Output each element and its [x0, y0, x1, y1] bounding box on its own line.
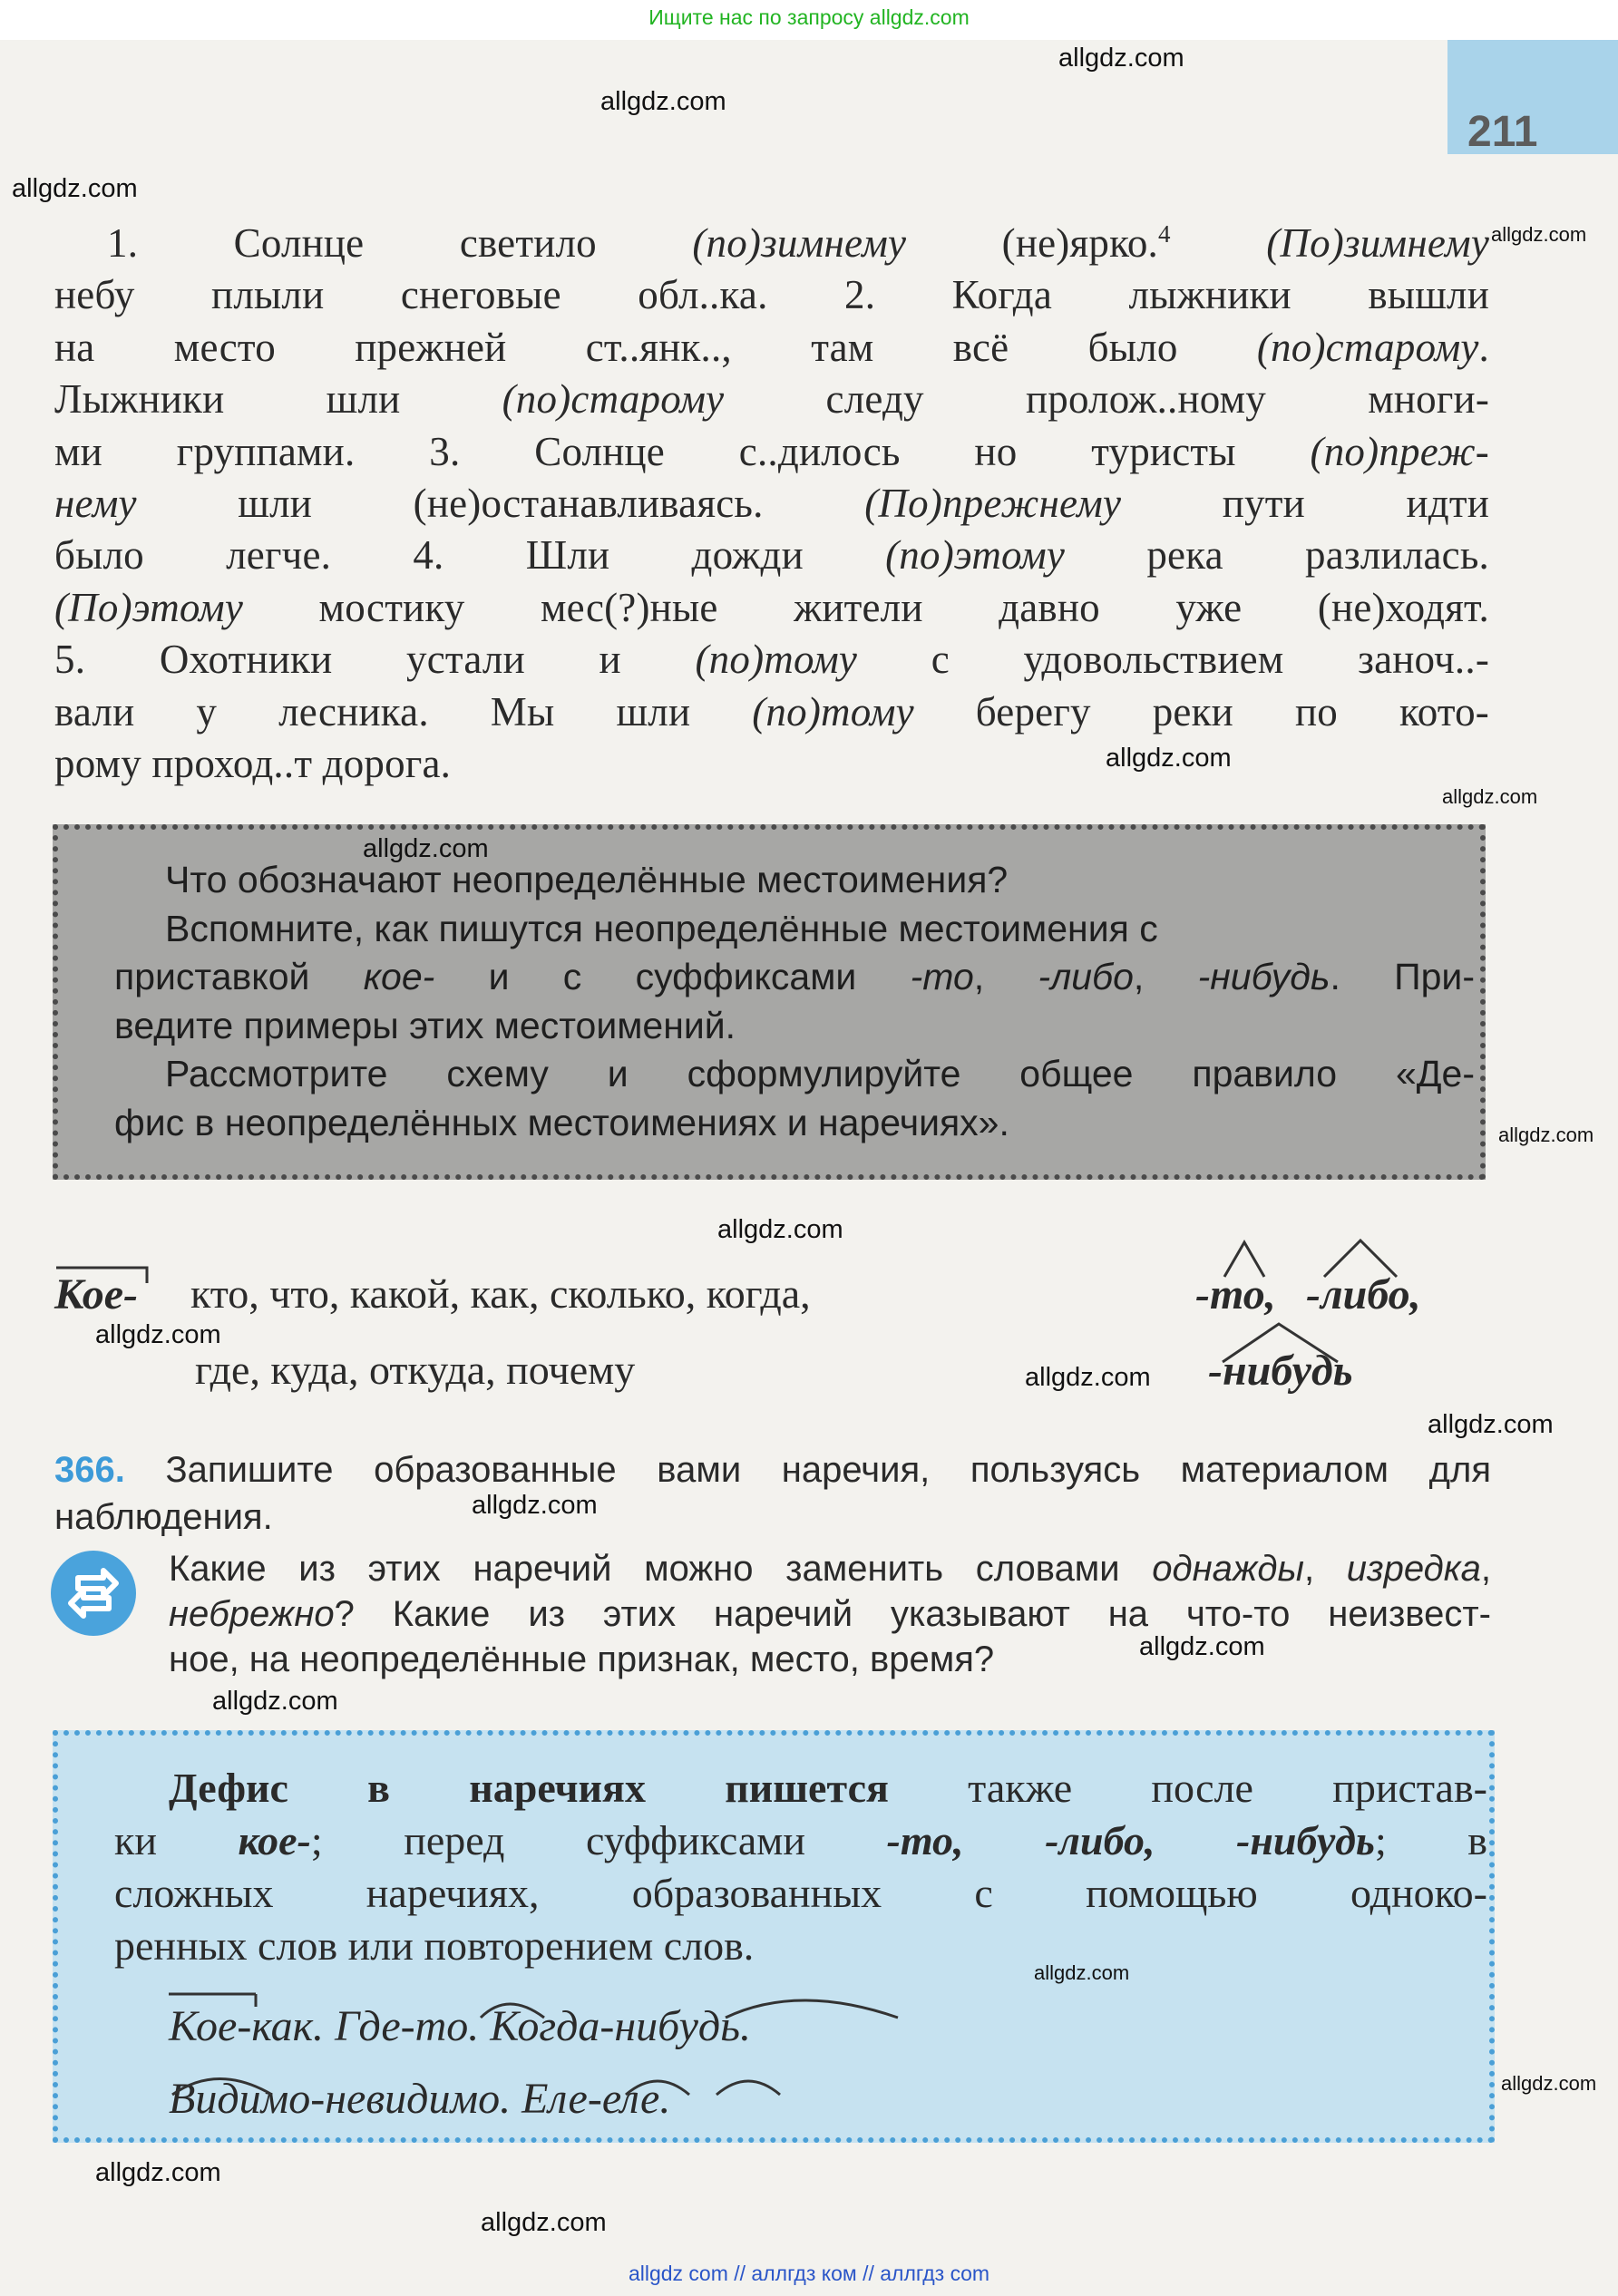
text-line: [169, 1637, 1491, 1682]
watermark: allgdz.com: [600, 87, 726, 116]
watermark: allgdz.com: [12, 174, 138, 203]
watermark: allgdz.com: [95, 1320, 221, 1349]
text-segment: (По)прежнему: [864, 481, 1122, 527]
text-segment: изредка: [1346, 1549, 1481, 1589]
watermark: allgdz.com: [1442, 785, 1538, 808]
task-text-2: наблюдения.: [54, 1497, 273, 1537]
text-segment: (по)этому: [885, 532, 1066, 579]
task-text-1: Запишите образованные вами наречия, пользуясь материалом для: [165, 1450, 1491, 1490]
text-segment: (по)старому: [1256, 324, 1479, 370]
text-line: [114, 953, 1475, 1002]
text-line: [114, 1814, 1487, 1867]
text-line: [169, 1546, 1491, 1591]
text-segment: ренных слов или повторением слов.: [114, 1922, 755, 1969]
task-366: [54, 1446, 1491, 1541]
exchange-icon: [51, 1551, 136, 1636]
text-segment: сложных наречиях, образованных с помощью одноко-: [114, 1870, 1487, 1916]
example-marks: [0, 1990, 1618, 2145]
scheme-suffix-to: -то,: [1195, 1270, 1276, 1318]
text-segment: рому проход..т дорога.: [54, 741, 452, 787]
text-line: [54, 530, 1489, 581]
scheme-line-2: где, куда, откуда, почему: [195, 1347, 636, 1393]
text-segment: . При-: [1330, 956, 1475, 998]
text-segment: приставкой: [114, 956, 364, 998]
text-segment: Рассмотрите схему и сформулируйте общее правило «Де-: [165, 1053, 1475, 1095]
text-segment: также после пристав-: [888, 1765, 1487, 1811]
text-segment: кое-: [238, 1817, 311, 1863]
text-segment: -то: [910, 956, 974, 998]
text-segment: 5. Охотники устали и: [54, 637, 696, 683]
text-line: [114, 1099, 1475, 1148]
text-line: [54, 738, 1489, 790]
text-segment: (По)этому: [54, 584, 243, 630]
text-line: [54, 478, 1489, 530]
text-segment: и с суффиксами: [434, 956, 911, 998]
text-line: [114, 1050, 1475, 1099]
text-segment: Лыжники шли: [54, 376, 502, 423]
text-line: [114, 856, 1475, 905]
text-line: [54, 582, 1489, 634]
exercise-text: [54, 218, 1489, 790]
text-segment: ное, на неопределённые признак, место, время?: [169, 1639, 995, 1679]
watermark: allgdz.com: [1106, 744, 1232, 773]
text-segment: ,: [973, 956, 1038, 998]
text-line: [54, 269, 1489, 321]
text-segment: фис в неопределённых местоимениях и наречиях».: [114, 1101, 1009, 1143]
text-segment: ,: [1133, 956, 1198, 998]
text-segment: Вспомните, как пишутся неопределённые местоимения с: [165, 907, 1158, 949]
text-segment: следу пролож..ному многи-: [724, 376, 1490, 423]
text-line: [114, 1002, 1475, 1051]
rule-text: [114, 1762, 1487, 1972]
text-line: [54, 634, 1489, 686]
text-line: [54, 374, 1489, 425]
watermark: allgdz.com: [1025, 1363, 1151, 1392]
text-segment: Что обозначают неопределённые местоимения?: [165, 859, 1009, 900]
watermark: allgdz.com: [481, 2208, 607, 2237]
watermark: allgdz.com: [1498, 1124, 1594, 1146]
watermark: allgdz.com: [1428, 1410, 1554, 1439]
text-segment: ки: [114, 1817, 239, 1863]
text-segment: (не)ярко.: [906, 220, 1159, 266]
text-segment: однажды: [1152, 1549, 1304, 1589]
text-line: [169, 1591, 1491, 1637]
text-segment: (по)старому: [502, 376, 725, 423]
scheme-suffix-nibud: -нибудь: [1208, 1347, 1353, 1395]
text-segment: берегу реки по кото-: [913, 688, 1489, 735]
text-segment: небрежно: [169, 1594, 335, 1634]
text-segment: [1171, 220, 1266, 266]
watermark: allgdz.com: [1501, 2072, 1597, 2095]
text-segment: небу плыли снеговые обл..ка. 2. Когда лыжники вышли: [54, 272, 1489, 318]
watermark: allgdz.com: [212, 1687, 338, 1716]
text-segment: -то, -либо, -нибудь: [886, 1817, 1375, 1863]
examples-line-2: Видимо-невидимо. Еле-еле.: [169, 2075, 671, 2123]
text-segment: (по)тому: [752, 688, 914, 735]
watermark: allgdz.com: [1058, 44, 1184, 73]
text-line: [54, 686, 1489, 738]
watermark: allgdz.com: [95, 2158, 221, 2187]
scheme-line-1: кто, что, какой, как, сколько, когда,: [190, 1270, 811, 1317]
text-segment: нему: [54, 481, 137, 527]
text-segment: (по)тому: [695, 637, 858, 683]
text-segment: вали у лесника. Мы шли: [54, 688, 753, 735]
text-segment: 4: [1158, 220, 1171, 248]
text-segment: -либо: [1038, 956, 1134, 998]
text-segment: с удовольствием заноч..-: [857, 637, 1490, 683]
text-segment: ,: [1303, 1549, 1347, 1589]
gray-box-text: [114, 856, 1475, 1148]
text-segment: 1. Солнце светило: [107, 220, 693, 266]
text-segment: Какие из этих наречий можно заменить словами: [169, 1549, 1153, 1589]
task-number: 366.: [54, 1450, 125, 1490]
text-segment: мостику мес(?)ные жители давно уже (не)ходят.: [243, 584, 1489, 630]
watermark: allgdz.com: [1139, 1632, 1265, 1661]
text-segment: ведите примеры этих местоимений.: [114, 1004, 736, 1046]
text-line: [114, 1762, 1487, 1814]
text-segment: ; перед суффиксами: [310, 1817, 887, 1863]
watermark: allgdz.com: [1491, 223, 1587, 246]
text-segment: ми группами. 3. Солнце с..дилось но туристы: [54, 428, 1311, 474]
text-segment: -нибудь: [1197, 956, 1330, 998]
scheme-suffix-libo: -либо,: [1306, 1270, 1421, 1318]
scheme-prefix: Кое-: [54, 1270, 139, 1318]
text-segment: (По)зимнему: [1266, 220, 1490, 266]
text-segment: река разлилась.: [1065, 532, 1489, 579]
footer-links: allgdz com // аллгдз ком // аллгдз com: [628, 2262, 990, 2285]
text-segment: шли (не)останавливаясь.: [136, 481, 865, 527]
text-segment: (по)зимнему: [692, 220, 907, 266]
text-line: [114, 905, 1475, 954]
text-segment: было легче. 4. Шли дожди: [54, 532, 886, 579]
text-segment: пути идти: [1121, 481, 1489, 527]
text-line: [54, 218, 1489, 269]
text-line: [54, 426, 1489, 478]
text-segment: на место прежней ст..янк.., там всё было: [54, 324, 1257, 370]
text-segment: Дефис в наречиях пишется: [169, 1765, 889, 1811]
text-segment: ? Какие из этих наречий указывают на что-то неизвест-: [334, 1594, 1491, 1634]
examples-line-1: Кое-как. Где-то. Когда-нибудь.: [169, 2002, 751, 2050]
text-line: [114, 1867, 1487, 1920]
watermark: allgdz.com: [472, 1491, 598, 1520]
question-text: [169, 1546, 1491, 1682]
watermark: allgdz.com: [363, 834, 489, 863]
text-segment: (по)преж-: [1310, 428, 1489, 474]
page-number: 211: [1467, 108, 1538, 156]
search-banner: Ищите нас по запросу allgdz.com: [648, 5, 970, 29]
text-line: [114, 1920, 1487, 1972]
text-line: [54, 322, 1489, 374]
text-segment: кое-: [363, 956, 435, 998]
watermark: allgdz.com: [717, 1215, 843, 1244]
text-segment: ,: [1480, 1549, 1491, 1589]
text-segment: ; в: [1374, 1817, 1488, 1863]
text-segment: .: [1478, 324, 1489, 370]
watermark: allgdz.com: [1034, 1961, 1130, 1984]
